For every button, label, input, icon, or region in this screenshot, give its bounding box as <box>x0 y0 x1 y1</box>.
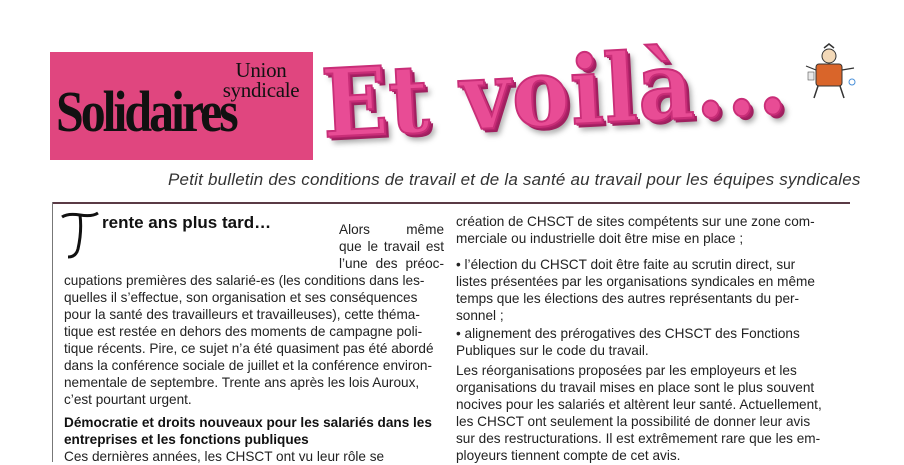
masthead-title: Et voilà... <box>319 25 791 160</box>
intro-line: l’une des préoc- <box>339 256 444 271</box>
body-line: dans la conférence sociale de juillet et la conférence environ- <box>64 358 433 373</box>
body-line: nementale de septembre. Trente ans après les lois Auroux, <box>64 375 420 390</box>
cut-off-line: Ces dernières années, les CHSCT ont vu leur rôle se <box>64 449 385 464</box>
cartoon-figure-icon <box>804 42 856 102</box>
body-line: tique récents. Pire, ce sujet n’a été quasiment pas été abordé <box>64 341 434 356</box>
article-body <box>64 272 444 408</box>
column2-bullet-prerogatives: • alignement des prérogatives des CHSCT des Fonctions Publiques sur le code du travail. <box>456 326 800 358</box>
section-subheading: Démocratie et droits nouveaux pour les salariés dans les entreprises et les fonctions publiques <box>64 415 432 447</box>
article-heading: rente ans plus tard… <box>102 213 272 232</box>
body-line: pour la santé des travailleurs et travailleuses), cette théma- <box>64 307 420 322</box>
column2-reorganisations: Les réorganisations proposées par les employeurs et les organisations du travail mises en place sont le plus souvent nocives pour les salariés et altèrent leur santé. Actuellement, les CHSCT ont seulement la possibilité de donner leur avis sur des restructurations. Il est extrêmement rare que les em- ployeurs tiennent compte de cet avis. <box>456 363 822 463</box>
body-line: quelles il s’effectue, son organisation et ses conséquences <box>64 290 418 305</box>
logo-union-text: Union syndicale <box>222 58 300 102</box>
column2-block1: création de CHSCT de sites compétents sur une zone com- merciale ou industrielle doit être mise en place ; <box>456 214 815 246</box>
intro-line: que le travail est <box>339 239 444 254</box>
intro-line: Alors même <box>339 222 444 237</box>
drop-cap-t-icon <box>60 211 100 259</box>
body-line: tique est restée en dehors des moments de campagne poli- <box>64 324 423 339</box>
body-line: cupations premières des salarié-es (les conditions dans les- <box>64 273 425 288</box>
solidaires-logo <box>50 52 313 160</box>
intro-text <box>339 221 444 272</box>
logo-solidaires-text: Solidaires <box>56 79 236 144</box>
bulletin-subtitle: Petit bulletin des conditions de travail et de la santé au travail pour les équipes syndicales <box>168 170 861 189</box>
header-rule <box>52 202 850 204</box>
column2-bullet-election: • l’élection du CHSCT doit être faite au scrutin direct, sur listes présentées par les organisations syndicales en même temps que les élections des autres représentants du per- sonnel ; <box>456 257 815 323</box>
body-line: c’est pourtant urgent. <box>64 392 192 407</box>
left-border <box>52 202 53 462</box>
